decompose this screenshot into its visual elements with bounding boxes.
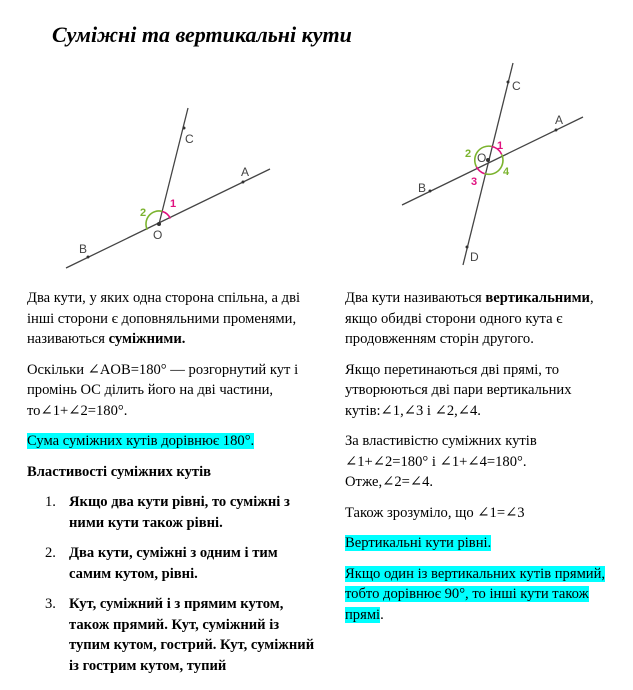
label-d-right: D [470,250,479,264]
label-b-right: B [418,181,427,195]
point-b-right [429,190,432,193]
point-c-right [507,81,510,84]
right-angle-rule-text: Якщо один із вертикальних кутів прямий, тобто дорівнює 90°, то інші кути також прямі [345,565,606,623]
label-1: 1 [170,198,177,210]
label-2-right: 2 [465,148,472,160]
list-item-text: Якщо два кути рівні, то суміжні з ними кути також рівні. [69,494,290,531]
vertical-rule-text: Вертикальні кути рівні. [345,535,492,551]
left-column [27,288,317,686]
label-a: A [241,165,250,179]
right-column [345,288,610,635]
list-item [27,594,317,676]
label-1-right: 1 [497,140,504,152]
vertical-equality: Також зрозуміло, що ∠1=∠3 [345,504,525,521]
list-item-number: 3. [45,596,56,612]
point-o-right [486,158,490,162]
label-o: O [153,228,163,242]
point-a [242,181,245,184]
line-cd [463,63,513,265]
list-item [27,543,317,584]
label-3-right: 3 [471,176,478,188]
label-c-right: C [512,79,521,93]
adjacent-definition-text: Два кути, у яких одна сторона спільна, а дві інші сторони є доповняльними променями, називаються [27,290,301,347]
adjacent-sum-rule [27,431,317,452]
label-o-right: O [477,151,487,165]
vertical-definition [345,288,610,350]
adjacent-definition [27,288,317,350]
label-2: 2 [140,207,147,219]
label-c: C [185,132,194,146]
label-4-right: 4 [503,166,510,178]
angle-1-arc [162,211,170,218]
list-item [27,492,317,533]
vertical-pairs: Якщо перетинаються дві прямі, то утворюються дві пари вертикальних кутів:∠1,∠3 і ∠2,∠4. [345,361,572,419]
vertical-term: вертикальними [485,290,590,306]
vertical-proof: За властивістю суміжних кутів ∠1+∠2=180° і ∠1+∠4=180°. Отже,∠2=∠4. [345,433,537,490]
point-a-right [555,129,558,132]
right-angle-rule-period: . [380,606,384,623]
properties-list [27,492,317,676]
point-c [183,127,186,130]
line-ab [66,169,270,268]
adjacent-sum-rule-text: Сума суміжних кутів дорівнює 180°. [27,433,255,449]
point-o [157,222,161,226]
vertical-angles-figure [402,63,583,265]
list-item-text: Два кути, суміжні з одним і тим самим кутом, рівні. [69,545,278,582]
adjacent-sum-explanation: Оскільки ∠AOB=180° — розгорнутий кут і промінь OC ділить його на дві частини, то∠1+∠2=180°. [27,361,299,419]
list-item-number: 1. [45,494,56,510]
properties-heading: Властивості суміжних кутів [27,463,212,480]
right-angle-rule [345,564,610,626]
point-d-right [466,246,469,249]
list-item-text: Кут, суміжний і з прямим кутом, також прямий. Кут, суміжний із тупим кутом, гострий. Кут, суміжний із гострим кутом, тупий [69,596,315,674]
adjacent-term: суміжними. [108,331,186,347]
angle-3-arc-right [476,167,484,174]
vertical-definition-text: Два кути називаються [345,290,486,306]
page-title: Суміжні та вертикальні кути [52,22,352,47]
vertical-definition-rest: , якщо обидві сторони одного кута є продовженням сторін другого. [345,290,594,347]
vertical-rule [345,533,610,554]
label-b: B [79,242,88,256]
label-a-right: A [555,113,564,127]
list-item-number: 2. [45,545,56,561]
